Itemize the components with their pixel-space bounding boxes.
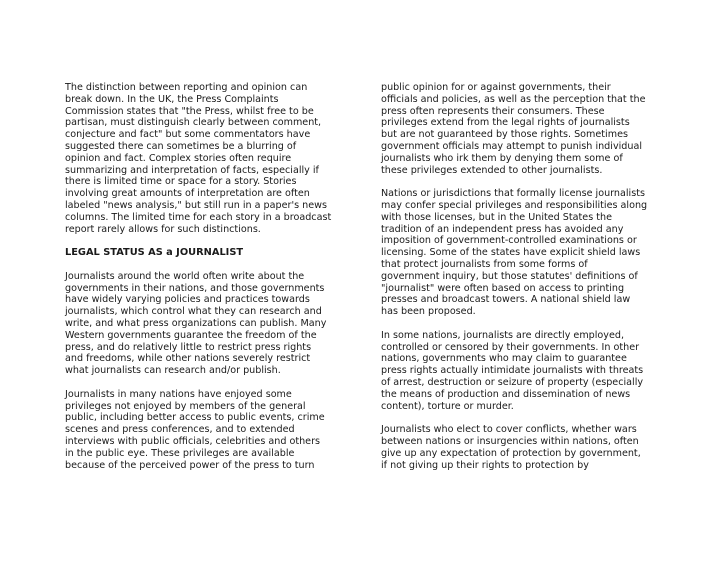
text-line: but are not guaranteed by those rights. Sometimes <box>381 129 628 141</box>
text-line: public opinion for or against governments, their <box>381 82 611 93</box>
paragraph-licensing <box>381 188 681 318</box>
text-line: write, and what press organizations can publish. Many <box>65 317 327 329</box>
paragraph-reporting-vs-opinion <box>65 82 365 235</box>
right-column <box>381 82 681 483</box>
text-line: Journalists who elect to cover conflicts, whether wars <box>381 424 637 436</box>
text-line: these privileges extended to other journalists. <box>381 164 603 176</box>
text-line: opinion and fact. Complex stories often require <box>65 152 292 164</box>
text-line: press, and do relatively little to restrict press rights <box>65 341 312 353</box>
text-line: In some nations, journalists are directly employed, <box>381 329 625 341</box>
text-line: conjecture and fact" but some commentators have <box>65 129 311 141</box>
text-line: "journalist" were often based on access to printing <box>381 282 625 294</box>
text-line: what journalists can research and/or publish. <box>65 365 281 377</box>
text-line: suggested there can sometimes be a blurring of <box>65 140 297 152</box>
text-line: public, including better access to public events, crime <box>65 412 325 424</box>
text-line: give up any expectation of protection by government, <box>381 447 641 459</box>
text-line: Nations or jurisdictions that formally license journalists <box>381 188 645 200</box>
text-line: imposition of government-controlled examinations or <box>381 235 637 247</box>
text-line: journalists who irk them by denying them some of <box>381 152 623 164</box>
text-line: if not giving up their rights to protection by <box>381 459 589 471</box>
text-line: The distinction between reporting and opinion can <box>65 82 308 93</box>
text-line: content), torture or murder. <box>381 400 514 412</box>
text-line: interviews with public officials, celebrities and others <box>65 435 321 447</box>
text-line: nations, governments who may claim to guarantee <box>381 353 627 365</box>
text-line: scenes and press conferences, and to extended <box>65 424 295 436</box>
text-line: government inquiry, but those statutes' definitions of <box>381 270 638 282</box>
text-line: privileges not enjoyed by members of the general <box>65 400 306 412</box>
text-line: between nations or insurgencies within nations, often <box>381 435 639 447</box>
text-line: Journalists in many nations have enjoyed some <box>65 388 292 400</box>
text-line: presses and broadcast towers. A national shield law <box>381 294 631 306</box>
text-line: Commission states that "the Press, whilst free to be <box>65 105 314 117</box>
text-line: involving great amounts of interpretation are often <box>65 188 310 200</box>
text-line: press often represents their consumers. These <box>381 105 605 117</box>
text-line: journalists, which control what they can research and <box>65 306 322 318</box>
text-line: in the public eye. These privileges are available <box>65 447 295 459</box>
text-line: with those licenses, but in the United States the <box>381 211 612 223</box>
text-line: of arrest, destruction or seizure of property (especially <box>381 376 644 388</box>
text-line: that protect journalists from some forms of <box>381 258 588 270</box>
text-line: partisan, must distinguish clearly between comment, <box>65 117 322 129</box>
text-line: and freedoms, while other nations severely restrict <box>65 353 311 365</box>
text-line: labeled "news analysis," but still run in a paper's news <box>65 199 327 211</box>
text-line: have widely varying policies and practices towards <box>65 294 310 306</box>
section-heading: LEGAL STATUS AS a JOURNALIST <box>65 247 244 259</box>
paragraph-conflict-coverage <box>381 424 681 471</box>
text-line: privileges extend from the legal rights of journalists <box>381 117 630 129</box>
paragraph-journalist-privileges <box>65 389 365 472</box>
text-line: summarizing and interpretation of facts, especially if <box>65 164 319 176</box>
text-line: columns. The limited time for each story in a broadcast <box>65 211 332 223</box>
paragraph-government-control <box>381 330 681 413</box>
text-line: may confer special privileges and responsibilities along <box>381 199 648 211</box>
text-line: Western governments guarantee the freedom of the <box>65 329 317 341</box>
paragraph-government-policies <box>65 271 365 377</box>
text-line: officials and policies, as well as the perception that the <box>381 93 646 105</box>
text-line: break down. In the UK, the Press Complaints <box>65 93 279 105</box>
text-line: press rights actually intimidate journalists with threats <box>381 365 644 377</box>
text-line: because of the perceived power of the press to turn <box>65 459 315 471</box>
paragraph-public-opinion <box>381 82 681 176</box>
text-line: tradition of an independent press has avoided any <box>381 223 624 235</box>
text-line: controlled or censored by their governments. In other <box>381 341 640 353</box>
text-line: Journalists around the world often write about the <box>65 270 305 282</box>
left-column <box>65 82 365 483</box>
text-line: licensing. Some of the states have explicit shield laws <box>381 247 641 259</box>
text-line: governments in their nations, and those governments <box>65 282 325 294</box>
text-line: report rarely allows for such distinctions. <box>65 223 261 235</box>
text-line: government officials may attempt to punish individual <box>381 140 642 152</box>
text-line: there is limited time or space for a story. Stories <box>65 176 297 188</box>
text-line: has been proposed. <box>381 306 476 318</box>
text-line: the means of production and dissemination of news <box>381 388 631 400</box>
